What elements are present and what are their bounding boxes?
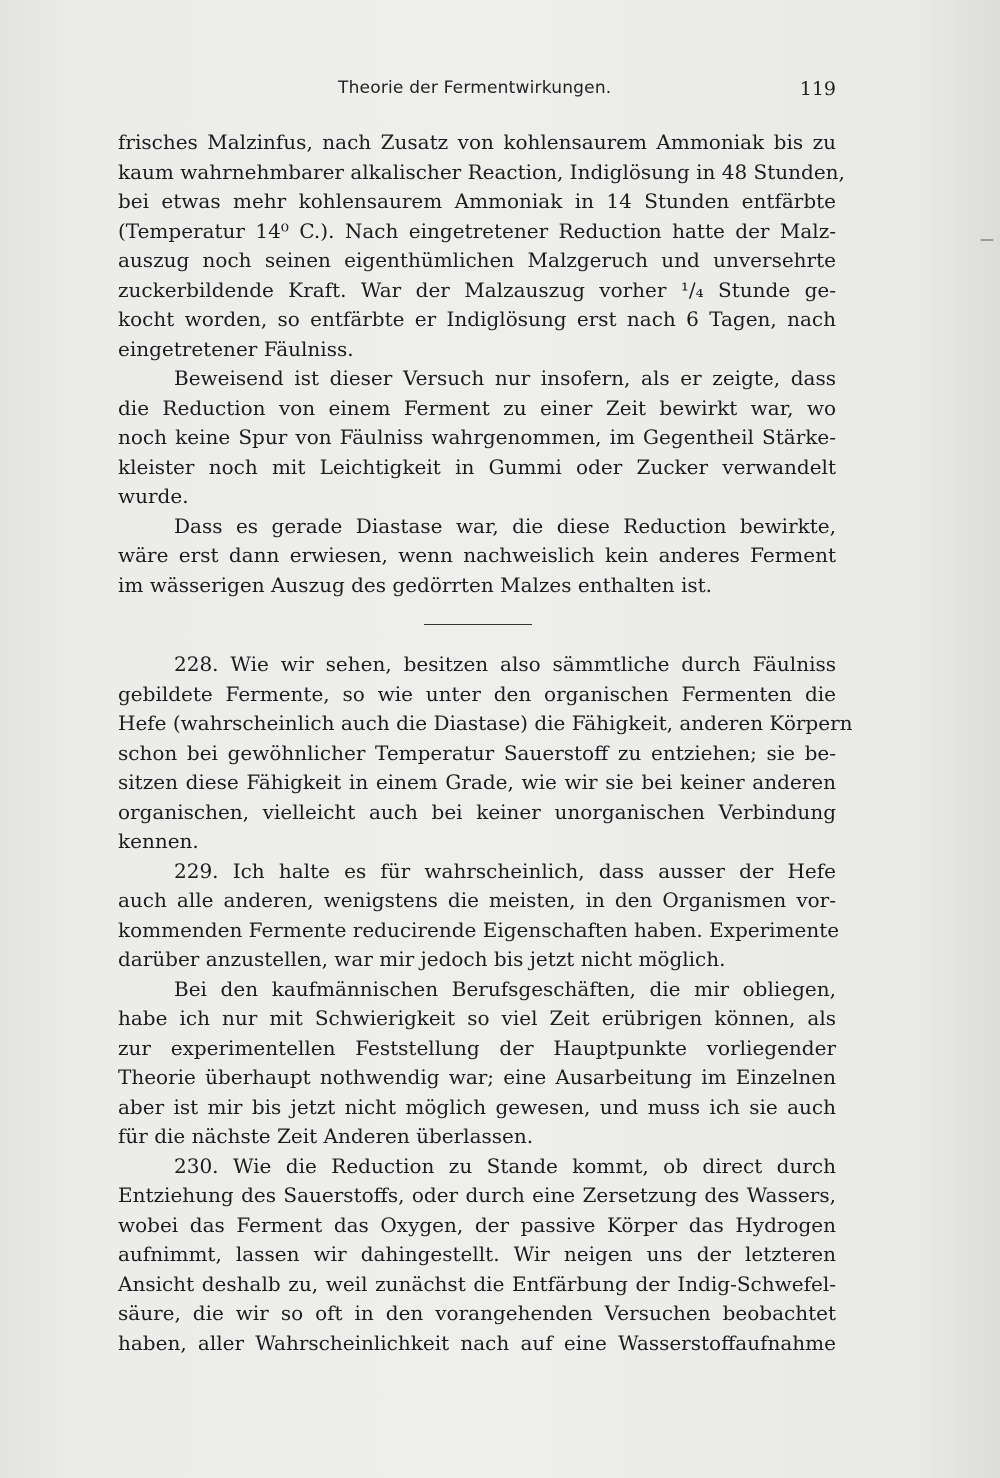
- text-line: die Reduction von einem Ferment zu einer Zeit bewirkt war, wo: [118, 395, 836, 420]
- text-line: kaum wahrnehmbarer alkalischer Reaction, Indiglösung in 48 Stunden,: [118, 159, 845, 184]
- text-line: (Temperatur 14⁰ C.). Nach eingetretener Reduction hatte der Malz-: [118, 218, 836, 243]
- text-line: haben, aller Wahrscheinlichkeit nach auf eine Wasserstoffaufnahme: [118, 1330, 836, 1355]
- text-line: kennen.: [118, 829, 199, 853]
- text-line: 228. Wie wir sehen, besitzen also sämmtliche durch Fäulniss: [174, 652, 836, 676]
- margin-mark: —: [980, 232, 994, 248]
- section-gap: [118, 630, 836, 650]
- text-line: schon bei gewöhnlicher Temperatur Sauerstoff zu entziehen; sie be-: [118, 740, 836, 765]
- text-line: kommenden Fermente reducirende Eigenschaften haben. Experimente: [118, 917, 840, 942]
- text-line: kleister noch mit Leichtigkeit in Gummi oder Zucker verwandelt: [118, 454, 836, 479]
- text-line: gebildete Fermente, so wie unter den organischen Fermenten die: [118, 681, 836, 706]
- text-line: auch alle anderen, wenigstens die meisten, in den Organismen vor-: [118, 888, 836, 912]
- text-line: organischen, vielleicht auch bei keiner unorganischen Verbindung: [118, 799, 836, 824]
- text-line: Hefe (wahrscheinlich auch die Diastase) die Fähigkeit, anderen Körpern: [118, 711, 853, 735]
- text-line: zur experimentellen Feststellung der Hauptpunkte vorliegender: [118, 1035, 836, 1060]
- text-line: habe ich nur mit Schwierigkeit so viel Zeit erübrigen können, als: [118, 1006, 836, 1030]
- body-text: [118, 128, 853, 1358]
- text-line: Beweisend ist dieser Versuch nur insofern, als er zeigte, dass: [174, 366, 836, 390]
- text-line: wurde.: [118, 484, 189, 508]
- text-line: Bei den kaufmännischen Berufsgeschäften, die mir obliegen,: [174, 976, 836, 1001]
- running-title: Theorie der Fermentwirkungen.: [338, 78, 612, 98]
- text-line: kocht worden, so entfärbte er Indiglösung erst nach 6 Tagen, nach: [118, 307, 836, 331]
- text-line: säure, die wir so oft in den vorangehenden Versuchen beobachtet: [118, 1301, 836, 1325]
- text-line: auszug noch seinen eigenthümlichen Malzgeruch und unversehrte: [118, 248, 836, 272]
- text-line: bei etwas mehr kohlensaurem Ammoniak in 14 Stunden entfärbte: [118, 189, 836, 213]
- text-line: wäre erst dann erwiesen, wenn nachweislich kein anderes Ferment: [118, 543, 836, 567]
- text-line: darüber anzustellen, war mir jedoch bis jetzt nicht möglich.: [118, 947, 726, 971]
- page-header: [120, 78, 836, 104]
- text-line: wobei das Ferment das Oxygen, der passive Körper das Hydrogen: [118, 1212, 836, 1237]
- text-line: noch keine Spur von Fäulniss wahrgenommen, im Gegentheil Stärke-: [118, 425, 836, 449]
- text-line: aber ist mir bis jetzt nicht möglich gewesen, und muss ich sie auch: [118, 1094, 836, 1119]
- text-line: 230. Wie die Reduction zu Stande kommt, ob direct durch: [174, 1153, 836, 1178]
- text-line: aufnimmt, lassen wir dahingestellt. Wir neigen uns der letzteren: [118, 1242, 836, 1266]
- text-line: Entziehung des Sauerstoffs, oder durch eine Zersetzung des Wassers,: [118, 1183, 836, 1207]
- text-line: sitzen diese Fähigkeit in einem Grade, wie wir sie bei keiner anderen: [118, 770, 836, 794]
- page-number: 119: [799, 78, 836, 100]
- text-line: im wässerigen Auszug des gedörrten Malzes enthalten ist.: [118, 572, 713, 597]
- text-line: Theorie überhaupt nothwendig war; eine Ausarbeitung im Einzelnen: [118, 1065, 836, 1089]
- section-separator: [424, 624, 532, 625]
- text-line: zuckerbildende Kraft. War der Malzauszug vorher ¹/₄ Stunde ge-: [118, 277, 836, 302]
- text-line: 229. Ich halte es für wahrscheinlich, dass ausser der Hefe: [174, 858, 836, 883]
- text-line: Ansicht deshalb zu, weil zunächst die Entfärbung der Indig-Schwefel-: [118, 1271, 836, 1296]
- text-line: für die nächste Zeit Anderen überlassen.: [118, 1124, 534, 1148]
- text-line: eingetretener Fäulniss.: [118, 336, 354, 361]
- text-line: frisches Malzinfus, nach Zusatz von kohlensaurem Ammoniak bis zu: [118, 130, 836, 154]
- section-gap: [118, 600, 836, 630]
- text-line: Dass es gerade Diastase war, die diese Reduction bewirkte,: [174, 513, 836, 538]
